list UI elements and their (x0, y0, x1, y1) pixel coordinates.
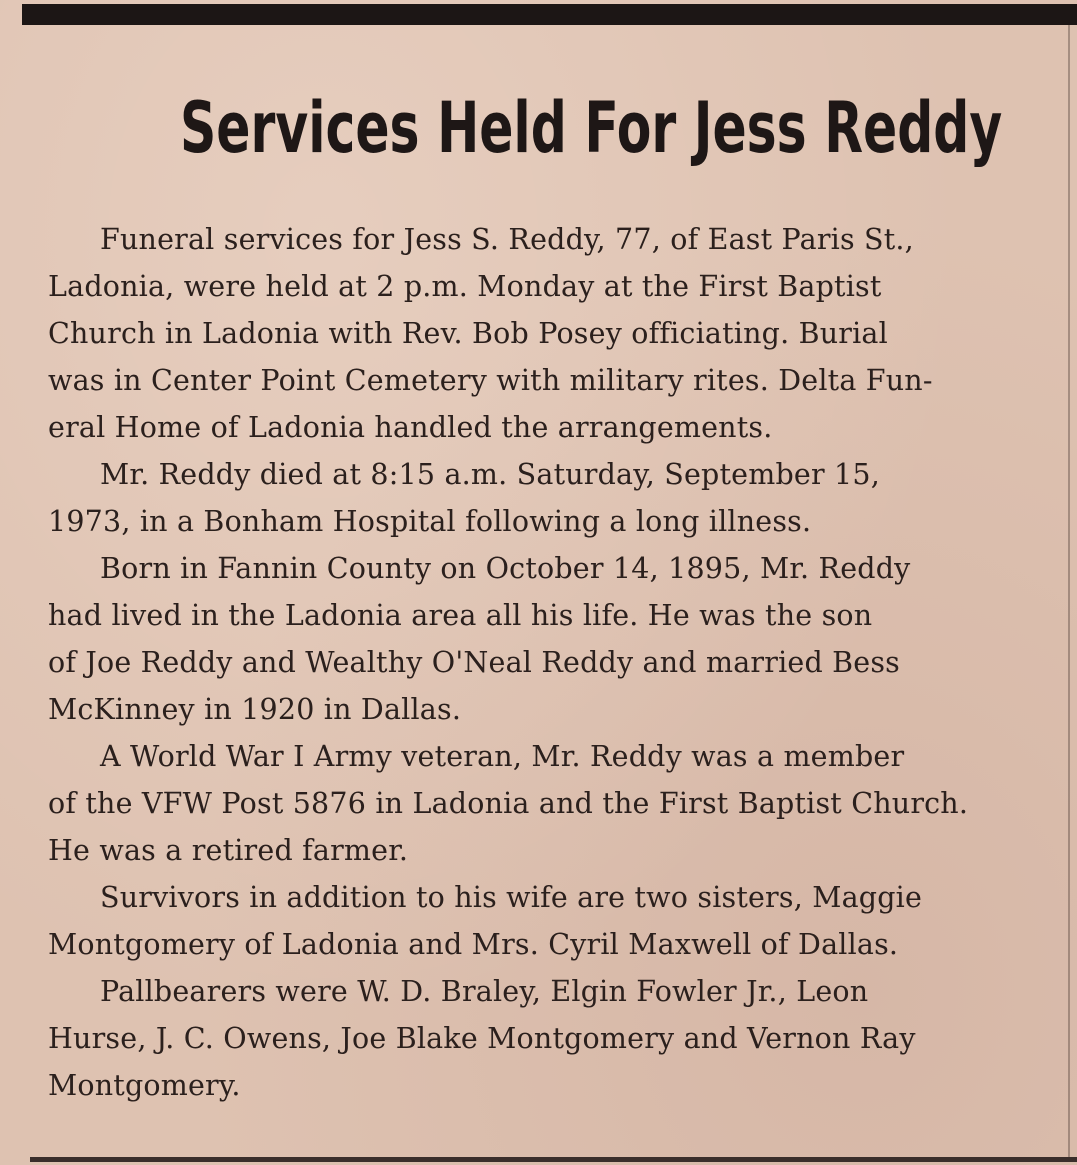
paragraph-line: Mr. Reddy died at 8:15 a.m. Saturday, September 15, (100, 458, 880, 491)
right-edge-line (1068, 25, 1070, 1157)
paragraph-line: 1973, in a Bonham Hospital following a long illness. (48, 505, 812, 538)
bottom-rule (30, 1157, 1077, 1162)
paragraph-line: Montgomery. (48, 1069, 241, 1102)
paragraph-line: Ladonia, were held at 2 p.m. Monday at the First Baptist (48, 270, 882, 303)
paragraph-line: He was a retired farmer. (48, 834, 409, 867)
paragraph-line: McKinney in 1920 in Dallas. (48, 693, 462, 726)
paragraph-line: Pallbearers were W. D. Braley, Elgin Fowler Jr., Leon (100, 975, 869, 1008)
top-rule (22, 4, 1077, 25)
paragraph-line: of Joe Reddy and Wealthy O'Neal Reddy and married Bess (48, 646, 901, 679)
paragraph-line: Hurse, J. C. Owens, Joe Blake Montgomery and Vernon Ray (48, 1022, 916, 1055)
paragraph-line: Montgomery of Ladonia and Mrs. Cyril Maxwell of Dallas. (48, 928, 899, 961)
paragraph-line: was in Center Point Cemetery with military rites. Delta Fun- (48, 364, 933, 397)
paragraph-line: Church in Ladonia with Rev. Bob Posey officiating. Burial (48, 317, 888, 350)
article-body (48, 216, 1058, 1109)
paragraph-line: eral Home of Ladonia handled the arrangements. (48, 411, 773, 444)
paragraph-line: Funeral services for Jess S. Reddy, 77, of East Paris St., (100, 223, 914, 256)
paragraph-line: had lived in the Ladonia area all his life. He was the son (48, 599, 873, 632)
headline: Services Held For Jess Reddy (180, 87, 1003, 169)
paragraph-line: Survivors in addition to his wife are two sisters, Maggie (100, 881, 923, 914)
paragraph-line: of the VFW Post 5876 in Ladonia and the First Baptist Church. (48, 787, 969, 820)
paragraph-line: A World War I Army veteran, Mr. Reddy was a member (100, 740, 905, 773)
paragraph-line: Born in Fannin County on October 14, 1895, Mr. Reddy (100, 552, 911, 585)
